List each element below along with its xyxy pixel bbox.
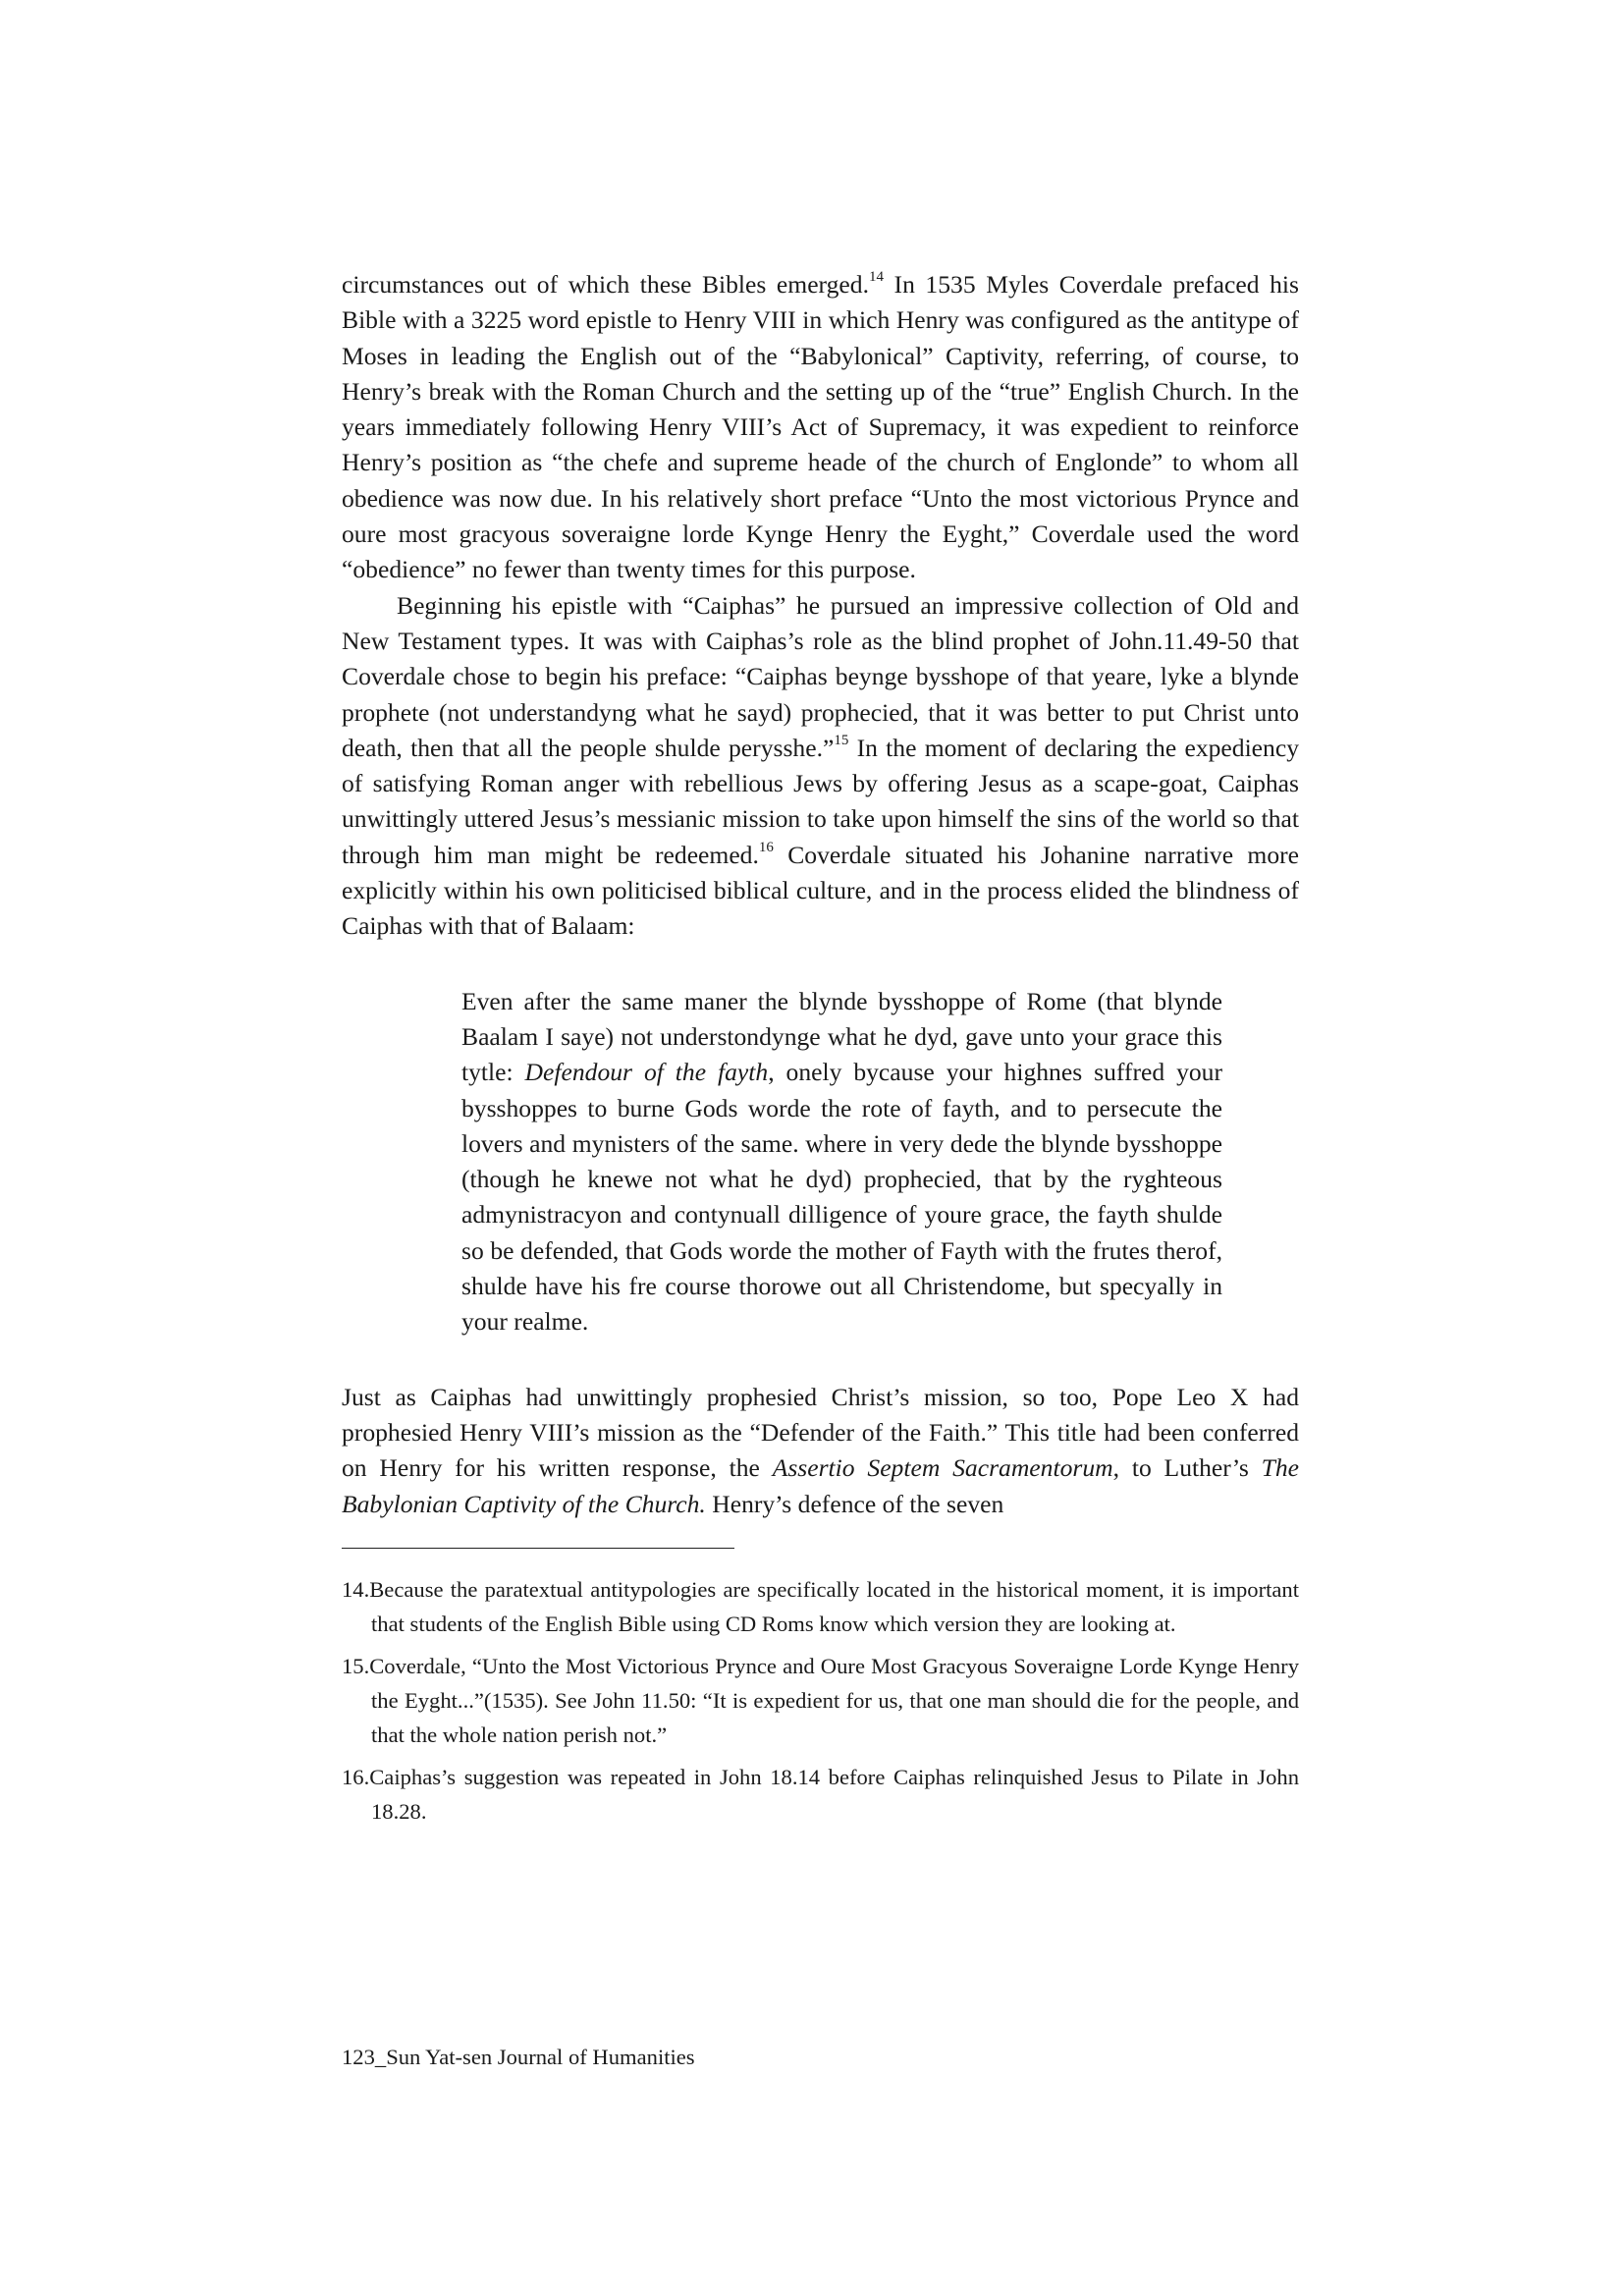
paragraph-text: In the moment of declaring the expediency of satisfying Roman anger with rebellious Jews by offering Jesus as a scape-goat, Caiphas unwittingly uttered Jesus’s messianic mission to take upon himself the sins of the world so that through him man might be redeemed. bbox=[342, 733, 1299, 869]
body-paragraph-2 bbox=[342, 588, 1299, 945]
quote-text: Even after the same maner the blynde bysshoppe of Rome (that blynde Baalam I saye) not understondynge what he dyd, gave unto your grace this tytle: bbox=[461, 986, 1222, 1087]
footnote-ref-16[interactable]: 16 bbox=[758, 840, 774, 856]
footnote-14: 14.Because the paratextual antitypologies are specifically located in the historical moment, it is important that students of the English Bible using CD Roms know which version they are looking at. bbox=[342, 1576, 1299, 1636]
page-footer: 123_Sun Yat-sen Journal of Humanities bbox=[342, 2045, 695, 2069]
page-body bbox=[342, 267, 1299, 1836]
paragraph-text: Henry’s defence of the seven bbox=[705, 1489, 1004, 1518]
footnotes bbox=[342, 1572, 1299, 1829]
footnote-16: 16.Caiphas’s suggestion was repeated in John 18.14 before Caiphas relinquished Jesus to Pilate in John 18.28. bbox=[342, 1764, 1299, 1824]
block-quote bbox=[461, 984, 1222, 1340]
paragraph-text: In 1535 Myles Coverdale prefaced his Bible with a 3225 word epistle to Henry VIII in which Henry was configured as the antitype of Moses in leading the English out of the “Babylonical” Captivity, referring, of course, to Henry’s break with the Roman Church and the setting up of the “true” English Church. In the years immediately following Henry VIII’s Act of Supremacy, it was expedient to reinforce Henry’s position as “the chefe and supreme heade of the church of Englonde” to whom all obedience was now due. In his relatively short preface “Unto the most victorious Prynce and oure most gracyous soveraigne lorde Kynge Henry the Eyght,” Coverdale used the word “obedience” no fewer than twenty times for this purpose. bbox=[342, 270, 1299, 584]
footnote-15: 15.Coverdale, “Unto the Most Victorious Prynce and Oure Most Gracyous Soveraigne Lorde Kynge Henry the Eyght...”(1535). See John 11.50: “It is expedient for us, that one man should die for the people, and that the whole nation perish not.” bbox=[342, 1653, 1299, 1747]
footnote-ref-15[interactable]: 15 bbox=[834, 733, 849, 749]
italic-title: Assertio Septem Sacramentorum bbox=[772, 1453, 1113, 1483]
paragraph-text: , to Luther’s bbox=[1112, 1453, 1262, 1483]
paragraph-text: Beginning his epistle with “Caiphas” he pursued an impressive collection of Old and New Testament types. It was with Caiphas’s role as the blind prophet of John.11.49-50 that Coverdale chose to begin his preface: “Caiphas beynge bysshope of that yeare, lyke a blynde prophete (not understandyng what he sayd) prophecied, that it was better to put Christ unto death, then that all the people shulde perysshe.” bbox=[342, 590, 1299, 762]
quote-text: , onely bycause your highnes suffred your bysshoppes to burne Gods worde the rote of fayth, and to persecute the lovers and mynisters of the same. where in very dede the blynde bysshoppe (though he knewe not what he dyd) prophecied, that by the ryghteous admynistracyon and contynuall dilligence of youre grace, the fayth shulde so be defended, that Gods worde the mother of Fayth with the frutes therof, shulde have his fre course thorowe out all Christendome, but specyally in your realme. bbox=[461, 1058, 1222, 1337]
italic-title: The Babylonian Captivity of the Church. bbox=[342, 1453, 1300, 1518]
body-paragraph-1 bbox=[342, 267, 1299, 588]
paragraph-text: Just as Caiphas had unwittingly prophesied Christ’s mission, so too, Pope Leo X had prophesied Henry VIII’s mission as the “Defender of the Faith.” This title had been conferred on Henry for his written response, the bbox=[342, 1382, 1299, 1483]
footnote-ref-14[interactable]: 14 bbox=[868, 269, 884, 286]
footnote-divider bbox=[342, 1548, 734, 1549]
paragraph-text: Coverdale situated his Johanine narrative more explicitly within his own politicised biblical culture, and in the process elided the blindness of Caiphas with that of Balaam: bbox=[342, 840, 1300, 941]
quote-italic-title: Defendour of the fayth bbox=[524, 1058, 769, 1087]
paragraph-text: circumstances out of which these Bibles emerged. bbox=[342, 270, 869, 299]
body-paragraph-3 bbox=[342, 1380, 1299, 1522]
